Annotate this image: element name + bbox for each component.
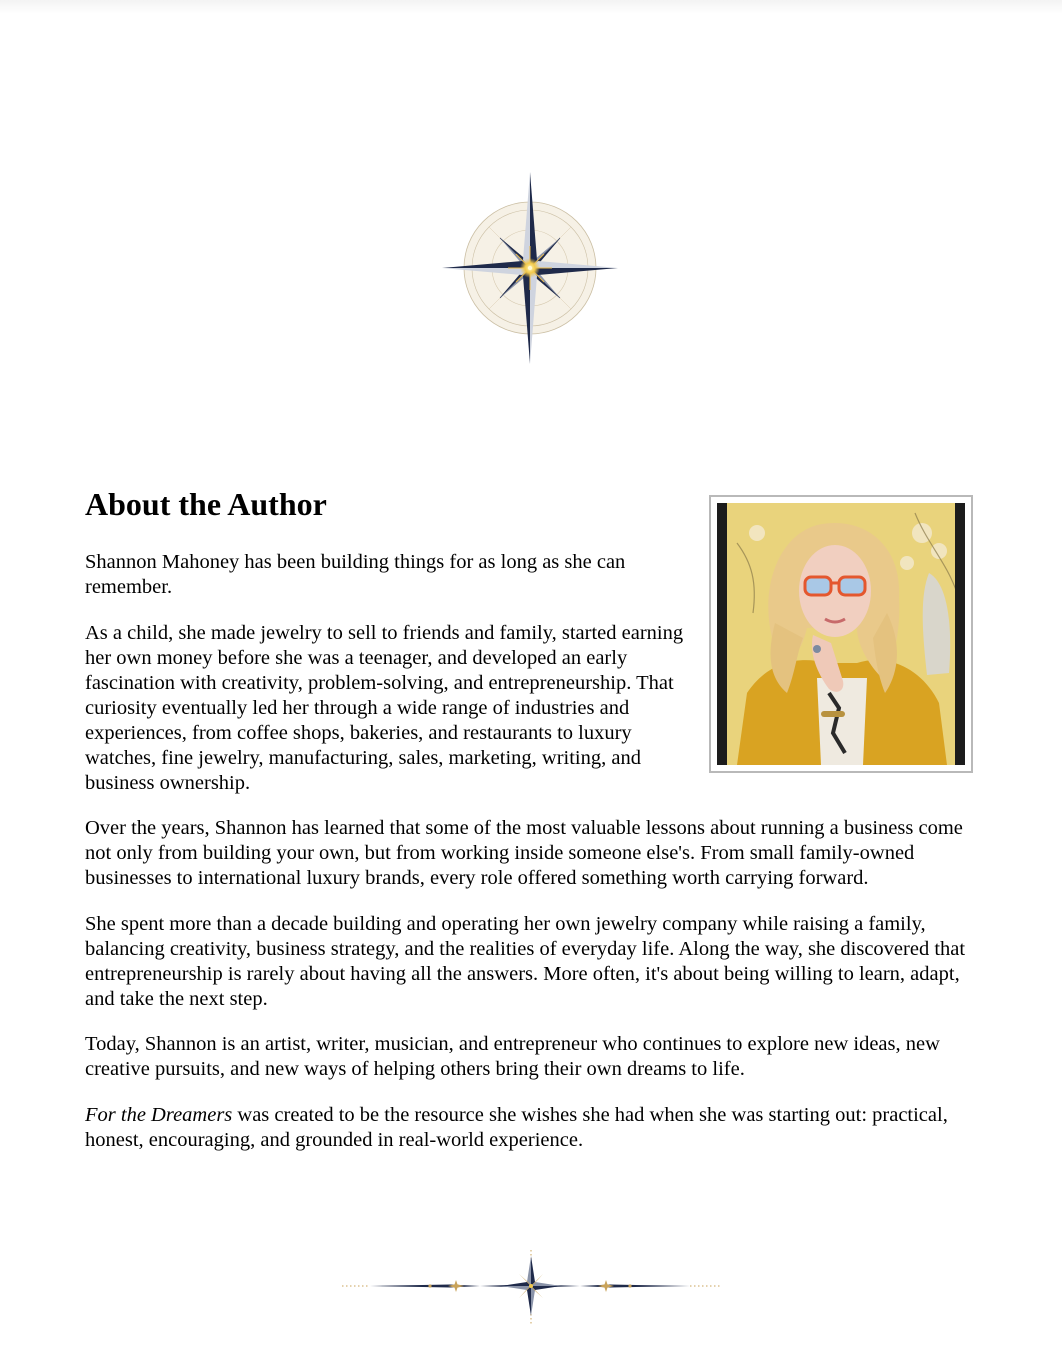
paragraph-6-text: was created to be the resource she wishes she had when she was starting out: practical, honest, encouraging, and grounded in real-world experience. [85,1104,948,1151]
page-top-edge [0,0,1062,14]
book-title: For the Dreamers [85,1104,233,1126]
paragraph-2: As a child, she made jewelry to sell to friends and family, started earning her own money before she was a teenager, and developed an early fascination with creativity, problem-solving, and entrepreneurship. That curiosity eventually led her through a wide range of industries and experiences, from coffee shops, bakeries, and restaurants to luxury watches, fine jewelry, manufacturing, sales, marketing, writing, and business ownership. [85,622,684,794]
paragraph-5: Today, Shannon is an artist, writer, musician, and entrepreneur who continues to explore new ideas, new creative pursuits, and new ways of helping others bring their own dreams to life. [85,1033,940,1080]
paragraph-4: She spent more than a decade building and operating her own jewelry company while raising a family, balancing creativity, business strategy, and the realities of everyday life. Along the way, she discovered that entrepreneurship is rarely about having all the answers. More often, it's about being willing to learn, adapt, and take the next step. [85,913,966,1010]
paragraph-3: Over the years, Shannon has learned that some of the most valuable lessons about running a business come not only from building your own, but from working inside someone else's. From small family-owned businesses to international luxury brands, every role offered something worth carrying forward. [85,817,963,889]
paragraph-1: Shannon Mahoney has been building things for as long as she can remember. [85,551,626,598]
compass-divider-icon [330,1240,730,1330]
compass-rose-icon [440,172,620,372]
page-title: About the Author [85,486,327,522]
author-photo [717,503,965,765]
paragraph-6 [85,1103,985,1153]
author-photo-frame [709,495,973,773]
